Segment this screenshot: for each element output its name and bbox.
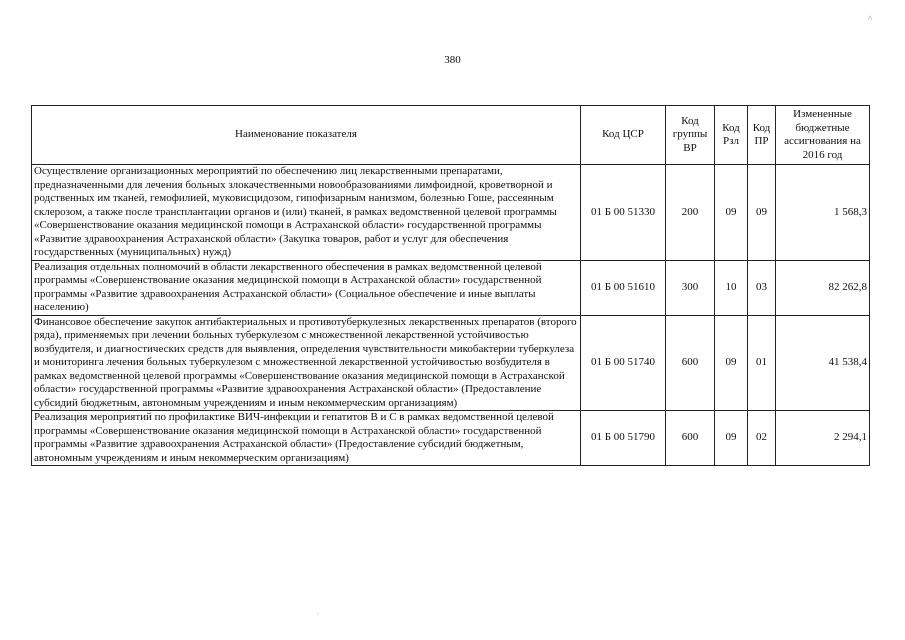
row-rzl-code: 10 [715, 260, 748, 315]
row-indicator-name: Финансовое обеспечение закупок антибактериальных и противотуберкулезных лекарственных препаратов (второго ряда), применяемых при лечении больных туберкулезом с множественной лекарственной устойчивостью возбудителя, и диагностических средств для выявления, определения чувствительности микобактерии туберкулеза и мониторинга лечения больных туберкулезом с множественной лекарственной устойчивостью возбудителя в рамках ведомственной целевой программы «Совершенствование оказания медицинской помощи в Астраханской области» государственной программы «Развитие здравоохранения Астраханской области» (Предоставление субсидий бюджетным, автономным учреждениям и иным некоммерческим организациям) [32, 315, 581, 411]
budget-allocation-table [31, 105, 870, 466]
scan-corner-mark: ^ [868, 14, 873, 24]
row-amount: 1 568,3 [776, 165, 870, 261]
row-indicator-name: Осуществление организационных мероприятий по обеспечению лиц лекарственными препаратами, предназначенными для лечения больных злокачественными новообразованиями лимфоидной, кроветворной и родственных им тканей, гемофилией, муковисцидозом, гипофизарным нанизмом, болезнью Гоше, рассеянным склерозом, а также после трансплантации органов и (или) тканей, в рамках ведомственной целевой программы «Совершенствование оказания медицинской помощи в Астраханской области» государственной программы «Развитие здравоохранения Астраханской области» (Закупка товаров, работ и услуг для обеспечения государственных (муниципальных) нужд) [32, 165, 581, 261]
row-csr-code: 01 Б 00 51740 [581, 315, 666, 411]
row-rzl-code: 09 [715, 315, 748, 411]
row-indicator-name: Реализация отдельных полномочий в области лекарственного обеспечения в рамках ведомственной целевой программы «Совершенствование оказания медицинской помощи в Астраханской области» государственной программы «Развитие здравоохранения Астраханской области» (Социальное обеспечение и иные выплаты населению) [32, 260, 581, 315]
table-row [32, 260, 870, 315]
row-csr-code: 01 Б 00 51790 [581, 411, 666, 466]
header-pr-code: Код ПР [748, 106, 776, 165]
row-amount: 41 538,4 [776, 315, 870, 411]
row-vr-code: 200 [666, 165, 715, 261]
header-vr-code: Код группы ВР [666, 106, 715, 165]
row-pr-code: 03 [748, 260, 776, 315]
header-amount: Измененные бюджетные ассигнования на 2016 год [776, 106, 870, 165]
row-csr-code: 01 Б 00 51330 [581, 165, 666, 261]
row-csr-code: 01 Б 00 51610 [581, 260, 666, 315]
header-csr-code: Код ЦСР [581, 106, 666, 165]
row-pr-code: 02 [748, 411, 776, 466]
table-row [32, 411, 870, 466]
row-rzl-code: 09 [715, 165, 748, 261]
table-header-row [32, 106, 870, 165]
row-pr-code: 01 [748, 315, 776, 411]
row-vr-code: 300 [666, 260, 715, 315]
table-row [32, 165, 870, 261]
row-vr-code: 600 [666, 411, 715, 466]
row-amount: 2 294,1 [776, 411, 870, 466]
row-indicator-name: Реализация мероприятий по профилактике ВИЧ-инфекции и гепатитов В и С в рамках ведомственной целевой программы «Совершенствование оказания медицинской помощи в Астраханской области» государственной программы «Развитие здравоохранения Астраханской области» (Предоставление субсидий бюджетным, автономным учреждениям и иным некоммерческим организациям) [32, 411, 581, 466]
row-vr-code: 600 [666, 315, 715, 411]
row-pr-code: 09 [748, 165, 776, 261]
row-rzl-code: 09 [715, 411, 748, 466]
header-indicator-name: Наименование показателя [32, 106, 581, 165]
header-rzl-code: Код Рзл [715, 106, 748, 165]
page-number: 380 [444, 54, 461, 66]
scan-dot-mark: · [316, 610, 319, 619]
row-amount: 82 262,8 [776, 260, 870, 315]
table-row [32, 315, 870, 411]
